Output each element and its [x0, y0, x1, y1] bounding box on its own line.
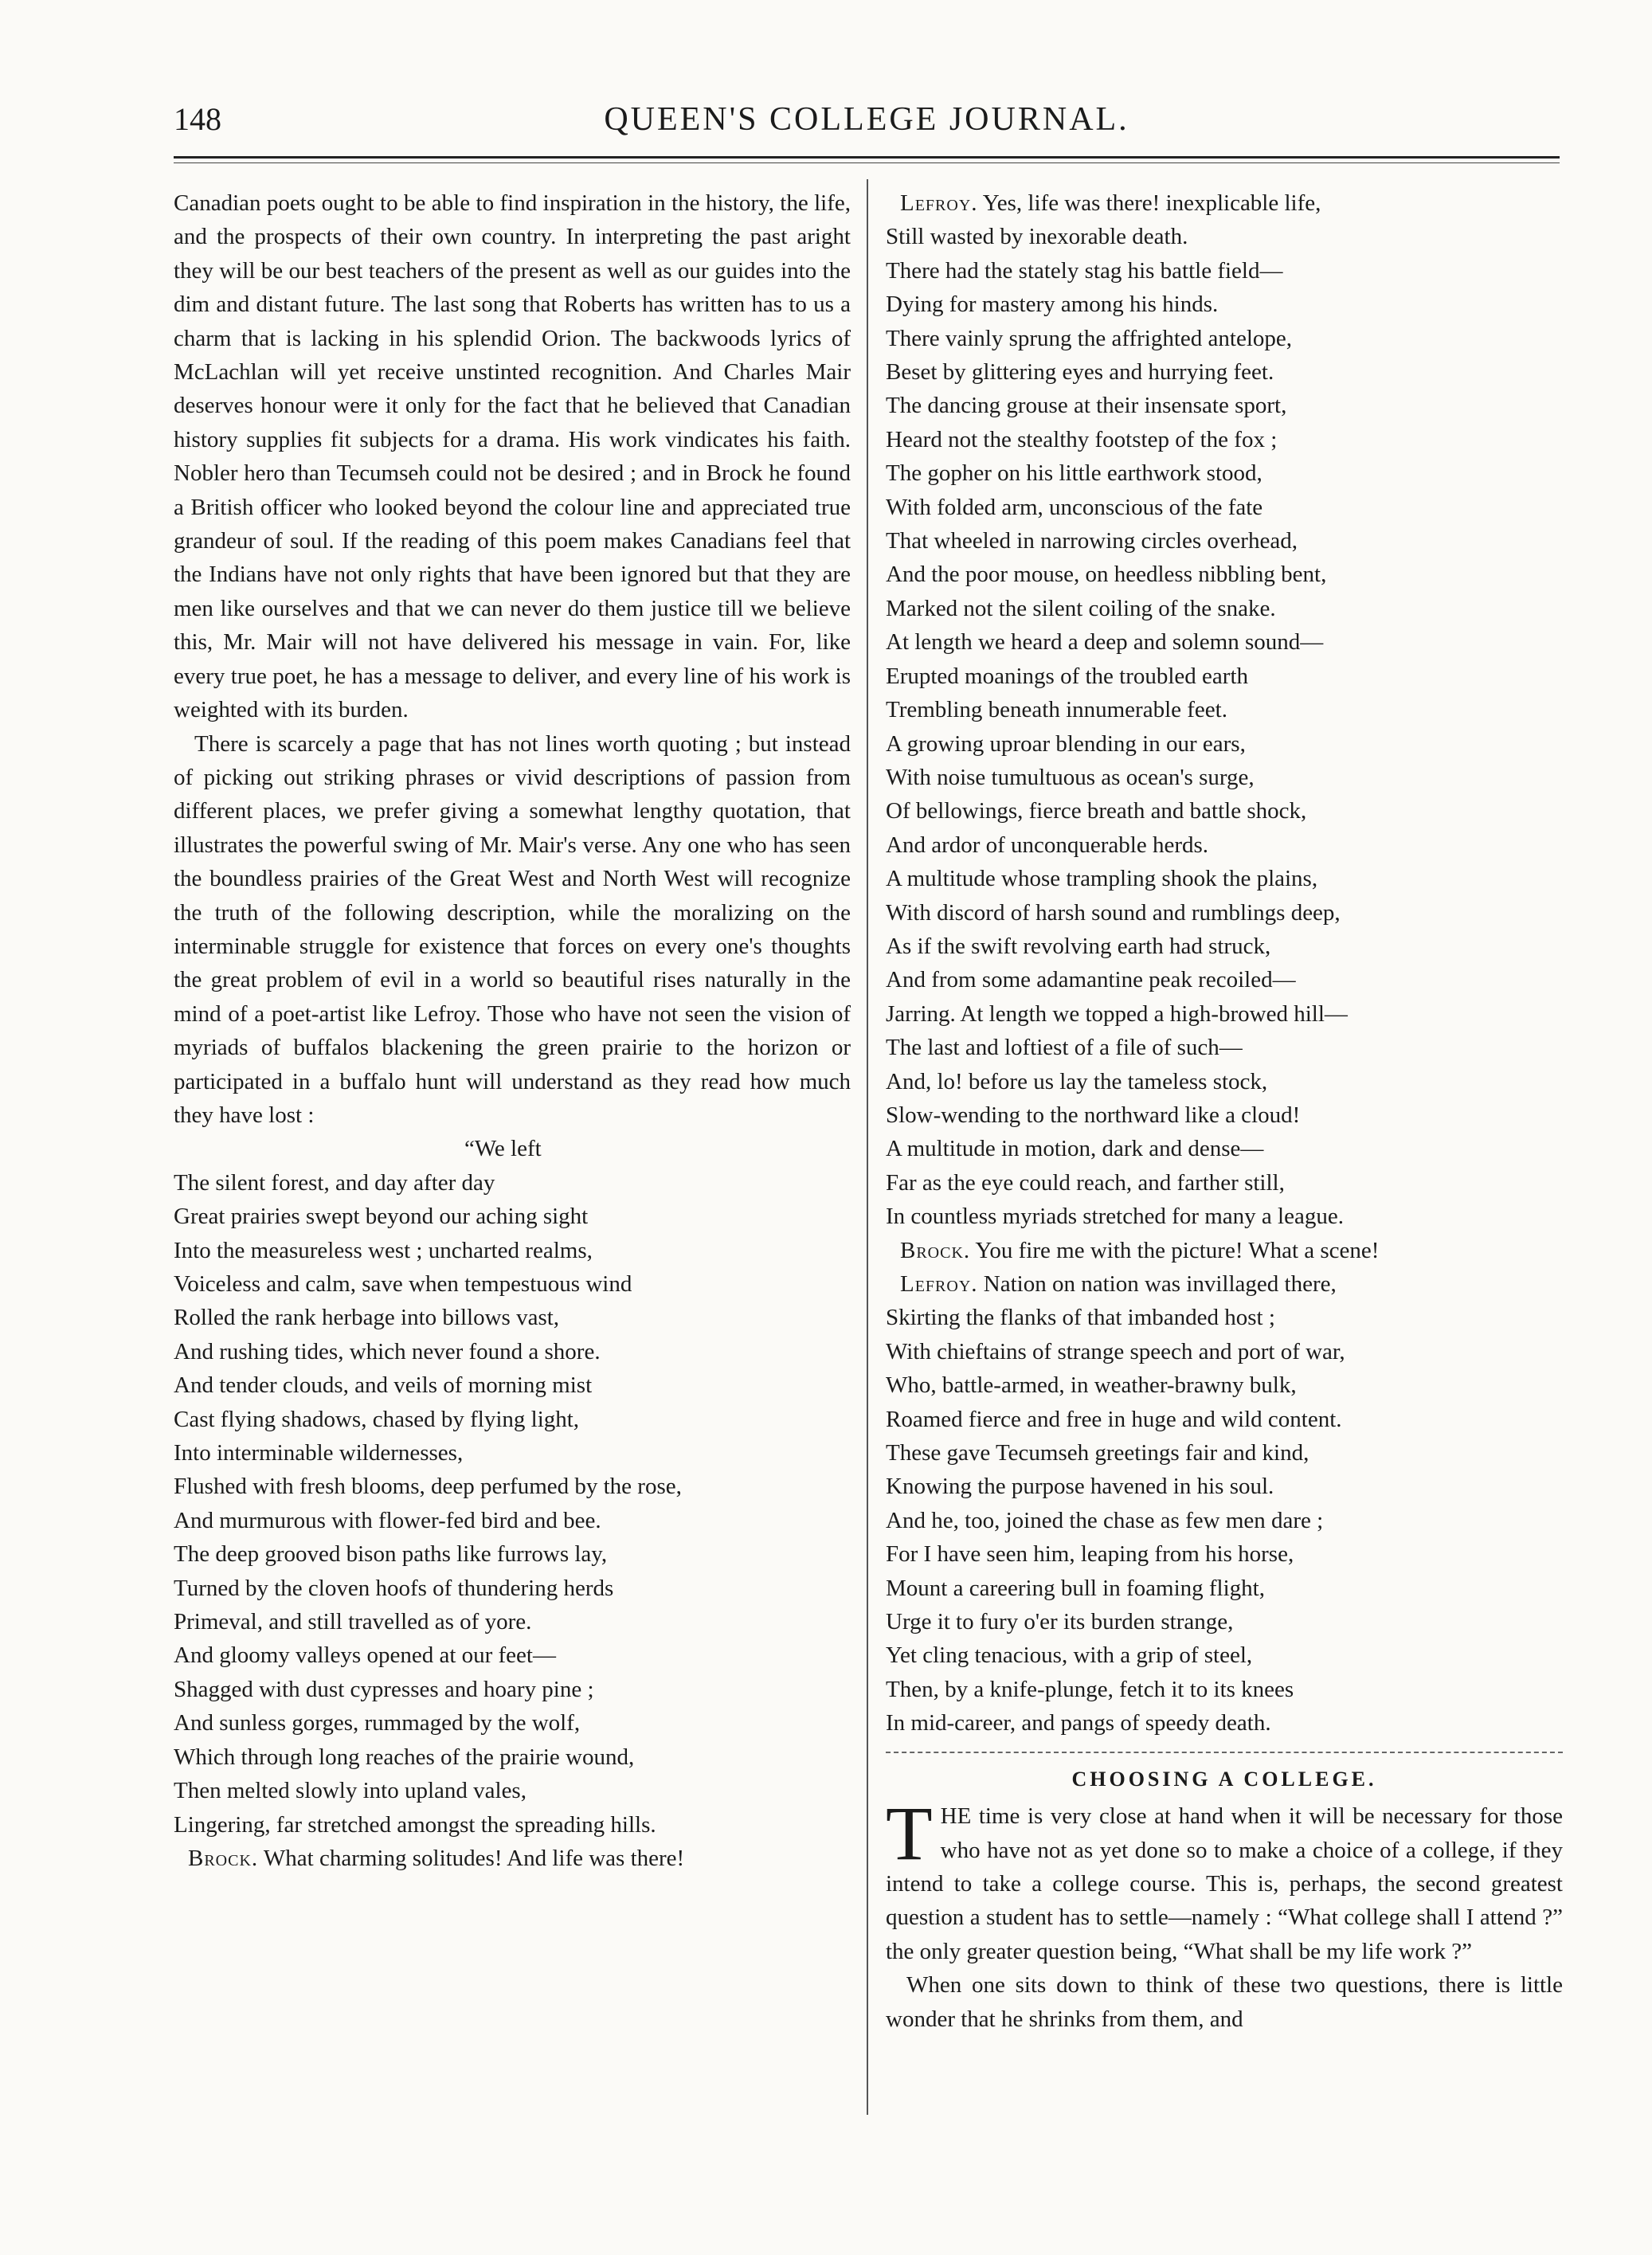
- poem-line: Still wasted by inexorable death.: [886, 224, 1188, 250]
- poem-line: In mid-career, and pangs of speedy death.: [886, 1710, 1271, 1736]
- poem-line: And the poor mouse, on heedless nibbling bent,: [886, 562, 1327, 588]
- poem-line: Beset by glittering eyes and hurrying feet.: [886, 359, 1274, 386]
- poem-line: And he, too, joined the chase as few men dare ;: [886, 1507, 1324, 1533]
- poem-line: The deep grooved bison paths like furrows lay,: [174, 1541, 608, 1568]
- paragraph-poets: Canadian poets ought to be able to find inspiration in the history, the life, and the prospects of their own country. In interpreting the past aright they will be our best teachers of the present as well as our guides into the dim and distant future. The last song that Roberts has written has to us a charm that is lacking in his splendid Orion. The backwoods lyrics of McLachlan will yet receive unstinted recognition. And Charles Mair deserves honour were it only for the fact that he believed that Canadian history supplies fit subjects for a drama. His work vindicates his faith. Nobler hero than Tecumseh could not be desired ; and in Brock he found a British officer who looked beyond the colour line and appreciated true grandeur of soul. If the reading of this poem makes Canadians feel that the Indians have not only rights that have been ignored but that they are men like ourselves and that we can never do them justice till we believe this, Mr. Mair will not have delivered his message in vain. For, like every true poet, he has a message to deliver, and every line of his work is weighted with its burden.: [174, 190, 851, 723]
- dialogue-line-lefroy: [886, 186, 1563, 220]
- poem-line: And ardor of unconquerable herds.: [886, 832, 1209, 858]
- page-header: [174, 94, 1560, 150]
- poem-line: Of bellowings, fierce breath and battle shock,: [886, 798, 1307, 824]
- poem-line: There had the stately stag his battle field—: [886, 257, 1283, 284]
- poem-line: Jarring. At length we topped a high-browed hill—: [886, 1000, 1348, 1027]
- poem-line: Marked not the silent coiling of the snake.: [886, 595, 1276, 621]
- poem-line: Cast flying shadows, chased by flying light,: [174, 1406, 580, 1432]
- poem-line: Slow-wending to the northward like a cloud!: [886, 1102, 1301, 1128]
- poem-line: Mount a careering bull in foaming flight,: [886, 1575, 1265, 1601]
- dialogue-line-lefroy: [886, 1267, 1563, 1301]
- poem-line: Turned by the cloven hoofs of thundering herds: [174, 1575, 614, 1601]
- poem-line: With noise tumultuous as ocean's surge,: [886, 764, 1255, 790]
- poem-line: Which through long reaches of the prairie wound,: [174, 1744, 635, 1770]
- left-column: [174, 186, 851, 1875]
- poem-line: And from some adamantine peak recoiled—: [886, 967, 1296, 993]
- poem-line: With chieftains of strange speech and port of war,: [886, 1338, 1345, 1364]
- poem-line: Trembling beneath innumerable feet.: [886, 697, 1227, 723]
- poem-line: For I have seen him, leaping from his horse,: [886, 1541, 1294, 1568]
- poem-line: These gave Tecumseh greetings fair and kind,: [886, 1440, 1309, 1466]
- poem-line: Dying for mastery among his hinds.: [886, 292, 1219, 318]
- dialogue-line-brock: [886, 1234, 1563, 1267]
- section-heading: CHOOSING A COLLEGE.: [1071, 1767, 1377, 1791]
- poem-excerpt-right-1: [886, 220, 1563, 1233]
- poem-line: A multitude in motion, dark and dense—: [886, 1136, 1264, 1162]
- poem-line: And tender clouds, and veils of morning mist: [174, 1372, 593, 1399]
- dialogue-text: You fire me with the picture! What a scene!: [975, 1237, 1380, 1263]
- poem-line: Great prairies swept beyond our aching sight: [174, 1204, 589, 1230]
- page-number: 148: [174, 101, 221, 137]
- poem-line: Flushed with fresh blooms, deep perfumed by the rose,: [174, 1474, 682, 1500]
- poem-line: Urge it to fury o'er its burden strange,: [886, 1609, 1234, 1635]
- journal-title: QUEEN'S COLLEGE JOURNAL.: [604, 101, 1129, 138]
- poem-line: Into the measureless west ; uncharted realms,: [174, 1237, 593, 1263]
- poem-excerpt-right-2: [886, 1301, 1563, 1740]
- poem-line: Who, battle-armed, in weather-brawny bulk,: [886, 1372, 1297, 1399]
- poem-line: Heard not the stealthy footstep of the fox ;: [886, 426, 1278, 452]
- drop-cap: T: [886, 1791, 933, 1877]
- poem-line: Then melted slowly into upland vales,: [174, 1778, 527, 1804]
- poem-line: And sunless gorges, rummaged by the wolf,: [174, 1710, 581, 1736]
- speaker-name: Lefroy.: [900, 190, 978, 216]
- header-rule: [174, 156, 1560, 159]
- poem-line: At length we heard a deep and solemn sound—: [886, 629, 1324, 656]
- poem-line: Into interminable wildernesses,: [174, 1440, 464, 1466]
- poem-line: Yet cling tenacious, with a grip of steel,: [886, 1642, 1253, 1669]
- right-column: [886, 186, 1563, 2036]
- poem-line: That wheeled in narrowing circles overhead,: [886, 528, 1298, 554]
- poem-line: A multitude whose trampling shook the plains,: [886, 866, 1318, 892]
- poem-line: With folded arm, unconscious of the fate: [886, 494, 1263, 520]
- dialogue-text: Nation on nation was invillaged there,: [983, 1271, 1337, 1297]
- quotation-opening: “We left: [464, 1136, 542, 1162]
- poem-line: Knowing the purpose havened in his soul.: [886, 1474, 1274, 1500]
- poem-line: Skirting the flanks of that imbanded host ;: [886, 1305, 1275, 1331]
- poem-line: With discord of harsh sound and rumblings deep,: [886, 899, 1341, 926]
- poem-line: The last and loftiest of a file of such—: [886, 1035, 1243, 1061]
- poem-excerpt-left: [174, 1166, 851, 1842]
- paragraph-choosing-college: [886, 1791, 1563, 1968]
- poem-line: Far as the eye could reach, and farther still,: [886, 1169, 1285, 1196]
- poem-line: Erupted moanings of the troubled earth: [886, 663, 1249, 689]
- poem-line: Rolled the rank herbage into billows vast,: [174, 1305, 560, 1331]
- header-rule-thin: [174, 162, 1560, 163]
- poem-line: Roamed fierce and free in huge and wild content.: [886, 1406, 1342, 1432]
- poem-line: There vainly sprung the affrighted antelope,: [886, 325, 1293, 351]
- poem-line: The dancing grouse at their insensate sport,: [886, 393, 1287, 419]
- poem-line: And gloomy valleys opened at our feet—: [174, 1642, 556, 1669]
- poem-line: As if the swift revolving earth had struck,: [886, 933, 1271, 959]
- dialogue-text: Yes, life was there! inexplicable life,: [982, 190, 1321, 216]
- paragraph-two-questions: When one sits down to think of these two questions, there is little wonder that he shrinks from them, and: [886, 1972, 1563, 2032]
- paragraph-quotation-intro: There is scarcely a page that has not lines worth quoting ; but instead of picking out striking phrases or vivid descriptions of passion from different places, we prefer giving a somewhat lengthy quotation, that illustrates the powerful swing of Mr. Mair's verse. Any one who has seen the boundless prairies of the Great West and North West will recognize the truth of the following description, while the moralizing on the interminable struggle for existence that forces on every one's thoughts the great problem of evil in a world so beautiful rises naturally in the mind of a poet-artist like Lefroy. Those who have not seen the vision of myriads of buffalos blackening the green prairie to the horizon or participated in a buffalo hunt will understand as they read how much they have lost :: [174, 730, 851, 1128]
- poem-line: Primeval, and still travelled as of yore.: [174, 1609, 532, 1635]
- paragraph-text: HE time is very close at hand when it will be necessary for those who have not as yet done so to make a choice of a college, if they intend to take a college course. This is, perhaps, the second greatest question a student has to settle—namely : “What college shall I attend ?” the only greater question being, “What shall be my life work ?”: [886, 1803, 1563, 1964]
- speaker-name: Brock.: [900, 1237, 971, 1263]
- speaker-name: Lefroy.: [900, 1271, 978, 1297]
- poem-line: And murmurous with flower-fed bird and bee.: [174, 1507, 601, 1533]
- section-divider: [886, 1752, 1563, 1753]
- column-divider: [867, 179, 868, 2115]
- poem-line: Shagged with dust cypresses and hoary pine ;: [174, 1676, 594, 1702]
- poem-line: Voiceless and calm, save when tempestuous wind: [174, 1271, 632, 1297]
- poem-line: A growing uproar blending in our ears,: [886, 730, 1246, 757]
- poem-line: The silent forest, and day after day: [174, 1169, 495, 1196]
- poem-line: In countless myriads stretched for many a league.: [886, 1204, 1344, 1230]
- poem-line: And rushing tides, which never found a shore.: [174, 1338, 601, 1364]
- poem-line: The gopher on his little earthwork stood,: [886, 460, 1262, 487]
- dialogue-text: What charming solitudes! And life was there!: [263, 1845, 685, 1871]
- dialogue-line-brock: [174, 1842, 851, 1875]
- poem-line: Then, by a knife-plunge, fetch it to its knees: [886, 1676, 1294, 1702]
- poem-line: Lingering, far stretched amongst the spreading hills.: [174, 1811, 656, 1838]
- poem-line: And, lo! before us lay the tameless stock,: [886, 1068, 1268, 1094]
- speaker-name: Brock.: [188, 1845, 259, 1871]
